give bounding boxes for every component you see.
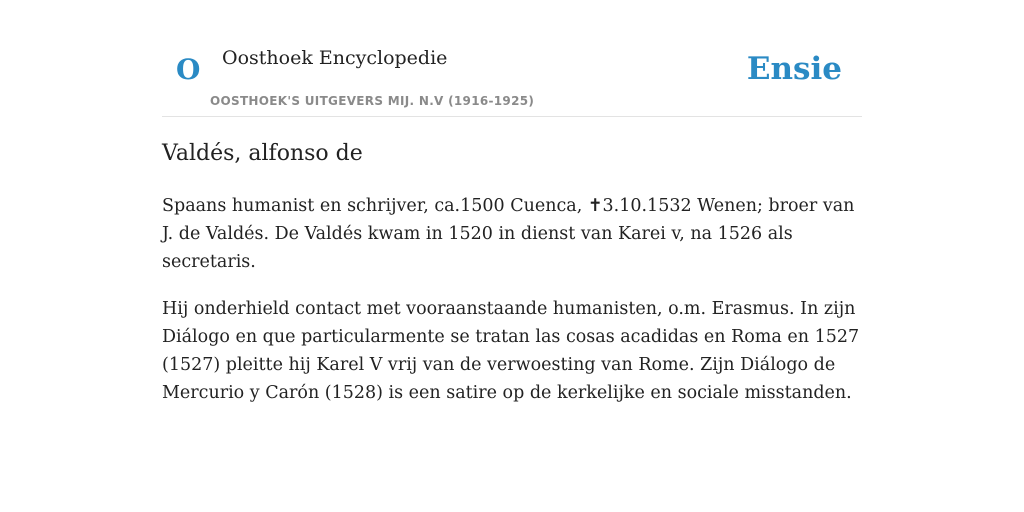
- source-title-link[interactable]: Oosthoek Encyclopedie: [222, 47, 448, 69]
- source-header: [162, 0, 862, 117]
- entry-paragraph-1: Spaans humanist en schrijver, ca.1500 Cuenca, ✝3.10.1532 Wenen; broer van J. de Valdés. De Valdés kwam in 1520 in dienst van Karei v, na 1526 als secretaris.: [162, 196, 855, 272]
- source-logo[interactable]: O: [176, 53, 201, 86]
- entry-paragraph-2: Hij onderhield contact met vooraanstaande humanisten, o.m. Erasmus. In zijn Diálogo en que particularmente se tratan las cosas acadidas en Roma en 1527 (1527) pleitte hij Karel V vrij van de verwoesting van Rome. Zijn Diálogo de Mercurio y Carón (1528) is een satire op de kerkelijke en sociale misstanden.: [162, 299, 860, 403]
- entry-content: [162, 137, 862, 407]
- entry-title: Valdés, alfonso de: [162, 141, 363, 166]
- ensie-logo-link[interactable]: Ensie: [746, 51, 842, 87]
- source-publisher: OOSTHOEK'S UITGEVERS MIJ. N.V (1916-1925): [210, 94, 535, 108]
